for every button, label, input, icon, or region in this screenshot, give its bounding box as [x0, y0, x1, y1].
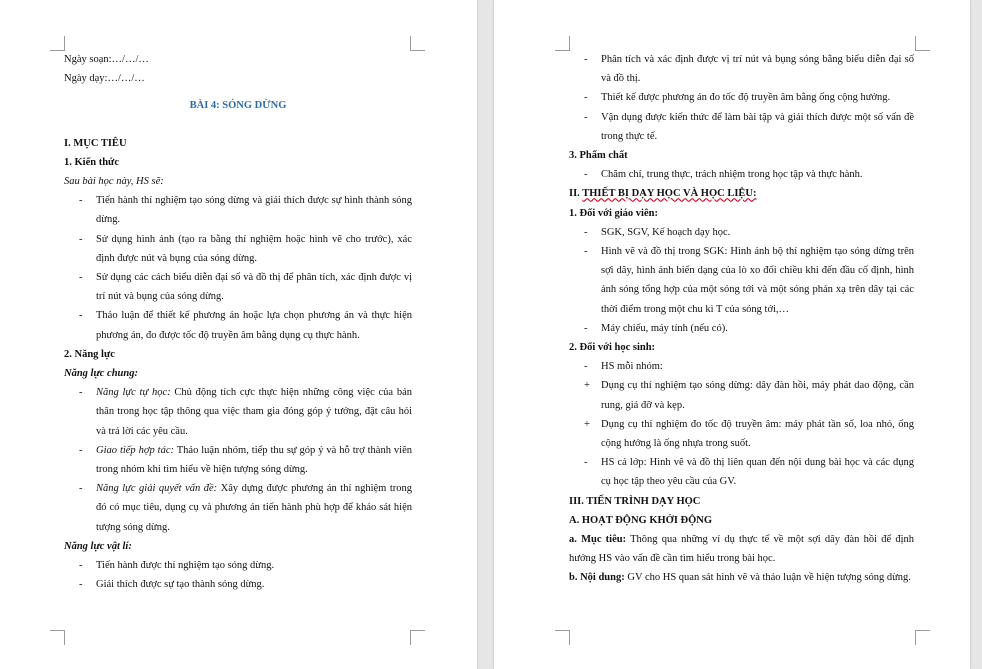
list-item: - Sử dụng hình ảnh (tạo ra bằng thí nghiệm hoặc hình vẽ cho trước), xác định được nút và bụng của sóng dừng. — [79, 233, 412, 264]
physics-ability-list-cont — [569, 50, 914, 146]
lesson-title: BÀI 4: SÓNG DỪNG — [189, 100, 287, 112]
page-content — [64, 50, 412, 594]
general-ability-list — [64, 383, 412, 537]
list-item: - HS mỗi nhóm: — [584, 361, 663, 373]
corner-mark — [915, 36, 930, 51]
list-item: - Chăm chỉ, trung thực, trách nhiệm trong học tập và thực hành. — [584, 169, 863, 181]
physics-ability-list — [64, 556, 412, 594]
list-item: - Phân tích và xác định được vị trí nút và bụng sóng bằng biểu diễn đại số và đồ thị. — [584, 54, 914, 85]
corner-mark — [50, 36, 65, 51]
list-item: - Giao tiếp hợp tác: Thảo luận nhóm, tiếp thu sự góp ý và hỗ trợ thành viên trong nhóm khi tìm hiểu về hiện tượng sóng dừng. — [79, 444, 412, 476]
teacher-list — [569, 223, 914, 338]
activity-heading: A. HOẠT ĐỘNG KHỞI ĐỘNG — [569, 514, 713, 526]
list-item: - Máy chiếu, máy tính (nếu có). — [584, 322, 728, 334]
subsection-heading: 1. Đối với giáo viên: — [569, 207, 658, 219]
page-content — [569, 50, 914, 588]
document-page-right[interactable] — [494, 0, 970, 669]
subheading-general: Năng lực chung: — [64, 368, 138, 380]
date-taught: Ngày dạy:…/…/… — [64, 73, 145, 85]
list-item: - Tiến hành được thí nghiệm tạo sóng dừng. — [79, 560, 275, 572]
list-item: + Dụng cụ thí nghiệm đo tốc độ truyền âm: máy phát tần số, loa nhỏ, ống cộng hưởng là ống nhựa trong suốt. — [584, 418, 914, 450]
student-list — [569, 357, 914, 491]
corner-mark — [410, 36, 425, 51]
document-page-left[interactable] — [0, 0, 477, 669]
list-item: - SGK, SGV, Kế hoạch dạy học. — [584, 226, 731, 238]
section-heading: I. MỤC TIÊU — [64, 137, 127, 149]
corner-mark — [915, 630, 930, 645]
date-prepared: Ngày soạn:…/…/… — [64, 54, 149, 65]
list-item: - Tiến hành thí nghiệm tạo sóng dừng và giải thích được sự hình thành sóng dừng. — [79, 195, 412, 226]
corner-mark — [555, 36, 570, 51]
objective-paragraph: a. Mục tiêu: Thông qua những ví dụ thực tế về một sợi dây đàn hồi để định hướng HS vào vấn đề cần tìm hiểu trong bài học. — [569, 534, 914, 565]
subsection-heading: 2. Năng lực — [64, 348, 115, 360]
list-item: - Năng lực giải quyết vấn đề: Xây dựng được phương án thí nghiệm trong đó có mục tiêu, dụng cụ và phương án tiến hành phù hợp để khảo sát hiện tượng sóng dừng. — [79, 483, 412, 533]
list-item: - Năng lực tự học: Chủ động tích cực thực hiện những công việc của bản thân trong học tập thông qua việc tham gia đóng góp ý tưởng, đặt câu hỏi và trả lời các yêu cầu. — [79, 387, 412, 437]
list-item: + Dụng cụ thí nghiệm tạo sóng dừng: dây đàn hồi, máy phát dao động, cần rung, giá đỡ và kẹp. — [584, 380, 914, 411]
list-item: - Hình vẽ và đồ thị trong SGK: Hình ảnh bộ thí nghiệm tạo sóng dừng trên sợi dây, hình ảnh biến dạng của lò xo đối chiều khi đến đầu cố định, hình ảnh sóng tổng hợp của một sóng tới và một sóng phản xạ trên dây tại các thời điểm trong một chu kì T của sóng tới,… — [584, 246, 914, 315]
corner-mark — [50, 630, 65, 645]
list-item: - Giải thích được sự tạo thành sóng dừng. — [79, 579, 265, 591]
corner-mark — [410, 630, 425, 645]
intro-text: Sau bài học này, HS sẽ: — [64, 176, 164, 188]
list-item: - HS cả lớp: Hình vẽ và đồ thị liên quan đến nội dung bài học và các dụng cụ học tập theo yêu cầu của GV. — [584, 457, 914, 488]
section-heading: II. THIẾT BỊ DẠY HỌC VÀ HỌC LIỆU: — [569, 188, 757, 200]
subsection-heading: 3. Phẩm chất — [569, 150, 628, 162]
list-item: - Sử dụng các cách biểu diễn đại số và đồ thị để phân tích, xác định được vị trí nút và bụng của sóng dừng. — [79, 272, 412, 303]
subsection-heading: 1. Kiến thức — [64, 156, 120, 168]
subsection-heading: 2. Đối với học sinh: — [569, 342, 656, 354]
list-item: - Thiết kế được phương án đo tốc độ truyền âm bằng ống cộng hưởng. — [584, 92, 891, 104]
list-item: - Thảo luận để thiết kế phương án hoặc lựa chọn phương án và thực hiện phương án, đo được tốc độ truyền âm bằng dụng cụ thực hành. — [79, 310, 412, 341]
corner-mark — [555, 630, 570, 645]
spellcheck-underlined-text: THIẾT BỊ DẠY HỌC VÀ HỌC LIỆU: — [582, 188, 757, 200]
content-paragraph: b. Nội dung: GV cho HS quan sát hình vẽ và thảo luận về hiện tượng sóng dừng. — [569, 572, 911, 584]
section-heading: III. TIẾN TRÌNH DẠY HỌC — [569, 495, 701, 507]
subheading-physics: Năng lực vật lí: — [64, 540, 132, 552]
list-item: - Vận dụng được kiến thức để làm bài tập và giải thích được một số vấn đề trong thực tế. — [584, 111, 914, 142]
quality-list — [569, 165, 914, 184]
knowledge-list — [64, 191, 412, 345]
